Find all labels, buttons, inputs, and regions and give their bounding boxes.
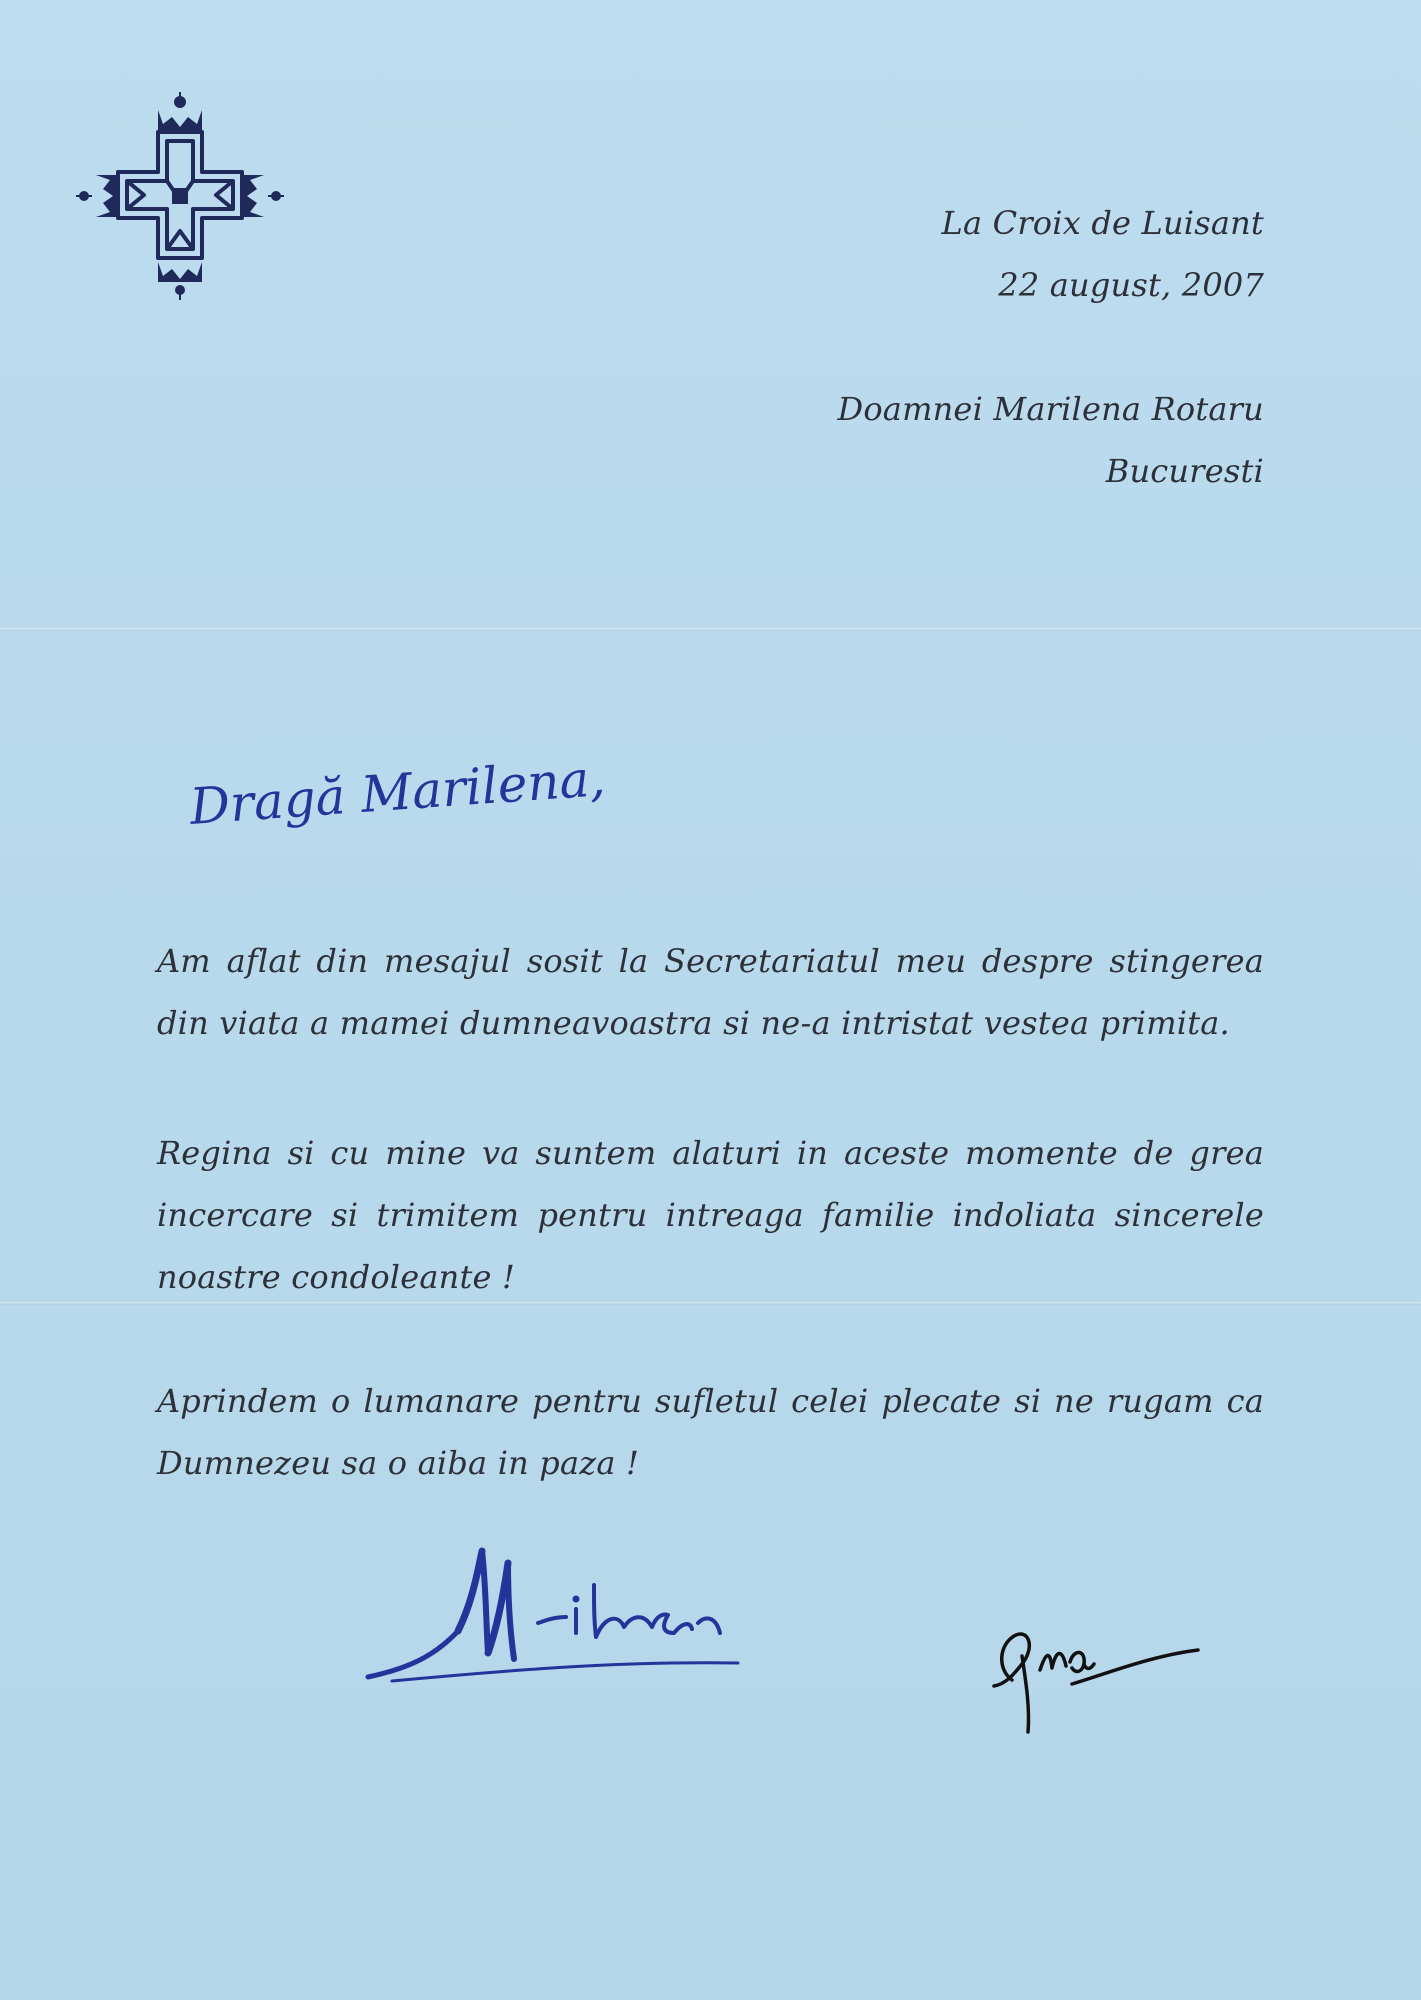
letter-place: La Croix de Luisant bbox=[941, 204, 1264, 242]
royal-cross-monogram-icon bbox=[72, 88, 288, 304]
letter-date: 22 august, 2007 bbox=[998, 266, 1264, 304]
paper-fold bbox=[0, 628, 1421, 631]
signature-mihai bbox=[362, 1545, 742, 1685]
signature-ana bbox=[986, 1612, 1204, 1734]
letter-paragraph: Aprindem o lumanare pentru sufletul celei plecate si ne rugam ca Dumnezeu sa o aiba in paza ! bbox=[157, 1382, 1264, 1482]
handwritten-salutation: Dragă Marilena, bbox=[187, 749, 607, 836]
letter-paragraph: Regina si cu mine va suntem alaturi in aceste momente de grea incercare si trimitem pentru intreaga familie indoliata sincerele noastre condoleante ! bbox=[157, 1134, 1264, 1296]
recipient-city: Bucuresti bbox=[1105, 452, 1264, 490]
recipient-name: Doamnei Marilena Rotaru bbox=[837, 390, 1264, 428]
letter-paragraph: Am aflat din mesajul sosit la Secretariatul meu despre stingerea din viata a mamei dumneavoastra si ne-a intristat vestea primita. bbox=[157, 942, 1264, 1042]
